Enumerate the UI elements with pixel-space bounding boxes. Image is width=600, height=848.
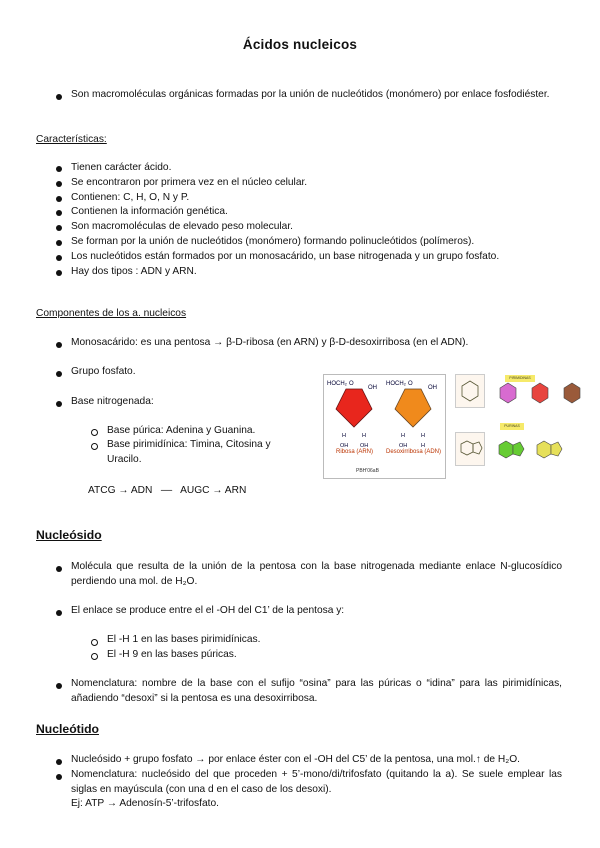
nucleotido-heading: Nucleótido	[36, 722, 99, 736]
pyrimidine-bases	[494, 377, 594, 409]
cytosine-icon	[532, 383, 548, 403]
uracil-icon	[564, 383, 580, 403]
caracteristicas-heading: Características:	[36, 134, 107, 145]
list-item: Los nucleótidos están formados por un monosacárido, un base nitrogenada y un grupo fosfato.	[71, 251, 571, 266]
nucleosido-p1: Molécula que resulta de la unión de la pentosa con la base nitrogenada mediante enlace N-glucosídico perdiendo una mol. de H₂O.	[71, 561, 562, 587]
svg-text:O: O	[349, 381, 354, 387]
list-item: Contienen: C, H, O, N y P.	[71, 192, 571, 207]
transcripcion-text: ATCG → ADN –– AUGC → ARN	[88, 485, 247, 496]
pentose-diagram	[324, 375, 445, 478]
bullet	[56, 774, 62, 780]
figure-credit: PBH'06aB	[356, 468, 379, 474]
desoxyribose-shape	[395, 389, 431, 427]
bullet	[56, 371, 62, 377]
bullet	[56, 759, 62, 765]
bullet	[56, 566, 62, 572]
bullet	[56, 401, 62, 407]
purinas-tag: PURINAS	[500, 423, 524, 430]
svg-text:OH: OH	[428, 385, 437, 391]
sub-bullet	[91, 639, 98, 646]
svg-text:HOCH₂: HOCH₂	[386, 381, 406, 387]
bullet	[56, 683, 62, 689]
svg-text:OH: OH	[399, 443, 408, 449]
nucleotido-p2: Nomenclatura: nucleósido del que proceden + 5’-mono/di/trifosfato (quitando la a). Se suele emplear las siglas en mayúscula (con una d en el caso de los desoxi).	[71, 769, 562, 795]
guanine-icon	[537, 441, 562, 458]
pentose-figure	[323, 374, 446, 479]
list-item: Contienen la información genética.	[71, 206, 571, 221]
svg-text:HOCH₂: HOCH₂	[327, 381, 347, 387]
base-text: Base nitrogenada:	[71, 396, 154, 407]
list-item: Tienen carácter ácido.	[71, 162, 571, 177]
bullet	[56, 610, 62, 616]
svg-text:H: H	[342, 433, 346, 439]
nucleosido-heading: Nucleósido	[36, 528, 102, 542]
purine-ring-icon	[456, 433, 484, 465]
list-item: Se forman por la unión de nucleótidos (monómero) formando polinucleótidos (polímeros).	[71, 236, 571, 251]
svg-text:OH: OH	[340, 443, 349, 449]
thymine-icon	[500, 383, 516, 403]
list-item: Hay dos tipos : ADN y ARN.	[71, 266, 571, 281]
purine-ring-figure	[455, 432, 485, 466]
ribosa-label: Ribosa (ARN)	[335, 449, 373, 455]
page-title: Ácidos nucleicos	[242, 37, 358, 52]
svg-text:H: H	[421, 443, 425, 449]
nucleosido-sub1: El -H 1 en las bases pirimidínicas.	[107, 634, 261, 645]
monosacarido-text: Monosacárido: es una pentosa → β-D-ribosa (en ARN) y β-D-desoxirribosa (en el ADN).	[71, 337, 469, 348]
purica-text: Base púrica: Adenina y Guanina.	[107, 425, 256, 436]
nucleotido-p3: Ej: ATP → Adenosín-5’-trifosfato.	[71, 798, 219, 809]
purine-bases	[494, 432, 574, 466]
svg-text:OH: OH	[368, 385, 377, 391]
nucleosido-p3: Nomenclatura: nombre de la base con el sufijo “osina” para las púricas o “idina” para las pirimidínicas, añadiendo “desoxi” si la pentosa es una desoxirribosa.	[71, 678, 562, 704]
sub-bullet	[91, 653, 98, 660]
svg-text:H: H	[421, 433, 425, 439]
ribose-shape	[336, 389, 372, 427]
componentes-heading: Componentes de los a. nucleicos	[36, 308, 187, 319]
pyrimidine-ring-figure	[455, 374, 485, 408]
svg-text:O: O	[408, 381, 413, 387]
pyrimidine-ring-icon	[456, 375, 484, 407]
pirimidinas-tag: PIRIMIDINAS	[505, 375, 535, 382]
svg-text:OH: OH	[360, 443, 369, 449]
sub-bullet	[91, 443, 98, 450]
svg-text:H: H	[362, 433, 366, 439]
desoxirribosa-label: Desoxirribosa (ADN)	[386, 449, 442, 455]
bullet	[56, 342, 62, 348]
list-item: Son macromoléculas de elevado peso molecular.	[71, 221, 571, 236]
svg-text:H: H	[401, 433, 405, 439]
fosfato-text: Grupo fosfato.	[71, 366, 136, 377]
bullet	[56, 94, 62, 100]
intro-text: Son macromoléculas orgánicas formadas por la unión de nucleótidos (monómero) por enlace fosfodiéster.	[71, 89, 550, 100]
adenine-icon	[499, 441, 524, 458]
nucleosido-p2: El enlace se produce entre el el -OH del C1’ de la pentosa y:	[71, 605, 345, 616]
caracteristicas-list	[71, 162, 571, 280]
sub-bullet	[91, 429, 98, 436]
pirimidinica-text: Base pirimidínica: Timina, Citosina y Uracilo.	[107, 439, 271, 465]
nucleosido-sub2: El -H 9 en las bases púricas.	[107, 649, 237, 660]
nucleotido-p1: Nucleósido + grupo fosfato → por enlace éster con el -OH del C5’ de la pentosa, una mol.↑ de H₂O.	[71, 754, 520, 765]
list-item: Se encontraron por primera vez en el núcleo celular.	[71, 177, 571, 192]
